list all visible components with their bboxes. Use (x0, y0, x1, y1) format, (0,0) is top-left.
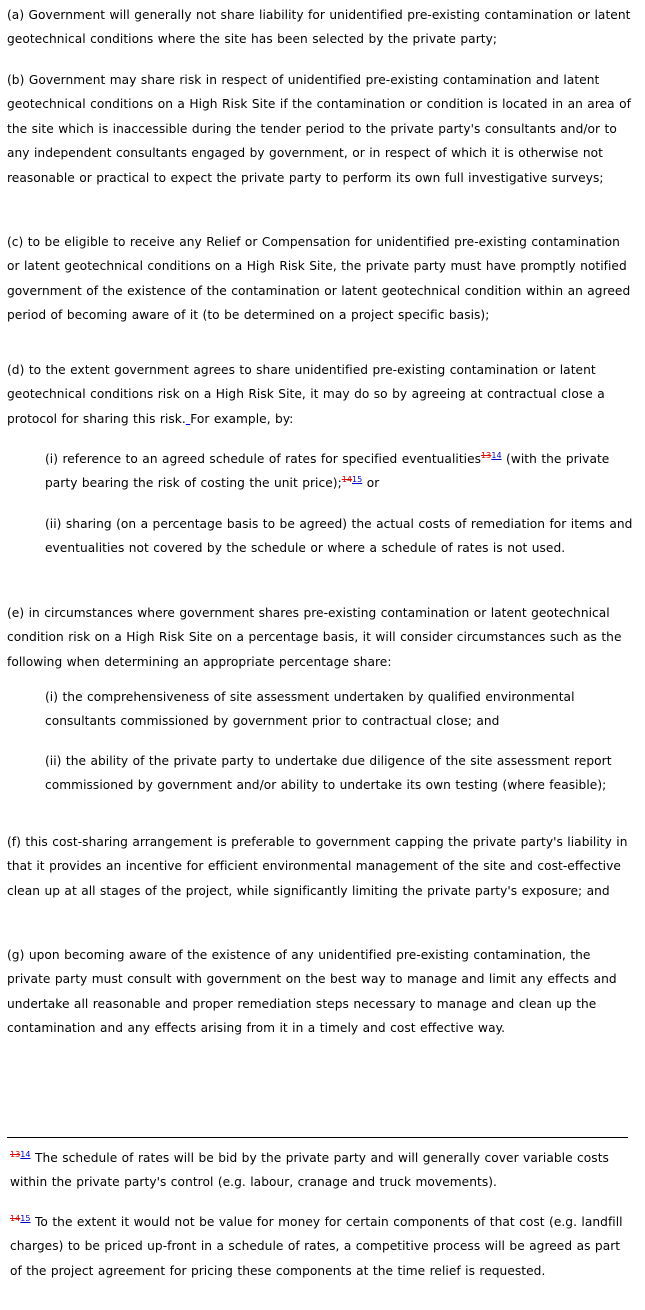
footnote-text: The schedule of rates will be bid by the private party and will generally cover variable costs within the private party's control (e.g. labour, cranage and truck movements). (10, 1151, 609, 1190)
paragraph-d-text-end: For example, by: (190, 411, 294, 426)
paragraph-b: (b) Government may share risk in respect of unidentified pre-existing contamination and latent geotechnical conditions on a High Risk Site if the contamination or condition is located in an area of the site which is inaccessible during the tender period to the private party's consultants and/or to any independent consultants engaged by government, or in respect of which it is otherwise not reasonable or practical to expect the private party to perform its own full investigative surveys; (7, 73, 631, 185)
footnote-number-deleted: 13 (10, 1150, 21, 1159)
footnote-number-link[interactable]: 15 (20, 1214, 31, 1223)
footnote-15 (10, 1210, 635, 1283)
paragraph-d-text: (d) to the extent government agrees to share unidentified pre-existing contamination or latent geotechnical conditions risk on a High Risk Site, it may do so by agreeing at contractual close a protocol for sharing this risk. (7, 363, 605, 426)
paragraph-g: (g) upon becoming aware of the existence of any unidentified pre-existing contamination, the private party must consult with government on the best way to manage and limit any effects and undertake all reasonable and proper remediation steps necessary to manage and clean up the contamination and any effects arising from it in a timely and cost effective way. (7, 948, 617, 1036)
footnote-ref-deleted: 14 (341, 475, 353, 485)
paragraph-e-ii: (ii) the ability of the private party to undertake due diligence of the site assessment report commissioned by government and/or ability to undertake its own testing (where feasible); (45, 754, 612, 793)
paragraph-e: (e) in circumstances where government shares pre-existing contamination or latent geotechnical condition risk on a High Risk Site on a percentage basis, it will consider circumstances such as the following when determining an appropriate percentage share: (7, 606, 622, 669)
footnote-separator (7, 1137, 628, 1138)
paragraph-d-i-text-mid: (with the private party bearing the risk of costing the unit price); (45, 452, 610, 491)
paragraph-d (7, 358, 632, 431)
footnote-number-link[interactable]: 14 (20, 1150, 31, 1159)
footnote-ref-deleted: 13 (481, 451, 492, 460)
paragraph-d-ii: (ii) sharing (on a percentage basis to be agreed) the actual costs of remediation for items and eventualities not covered by the schedule or where a schedule of rates is not used. (45, 517, 633, 556)
footnote-ref-link[interactable]: 15 (352, 475, 363, 485)
paragraph-f: (f) this cost-sharing arrangement is preferable to government capping the private party's liability in that it provides an incentive for efficient environmental management of the site and cost-effective clean up at all stages of the project, while significantly limiting the private party's exposure; and (7, 835, 628, 898)
paragraph-d-i-text-end: or (362, 476, 380, 491)
footnote-14 (10, 1146, 635, 1195)
footnote-ref-link[interactable]: 14 (491, 451, 502, 460)
footnote-number-deleted: 14 (10, 1214, 21, 1223)
paragraph-a: (a) Government will generally not share liability for unidentified pre-existing contamination or latent geotechnical conditions where the site has been selected by the private party; (7, 8, 631, 47)
paragraph-d-i (45, 447, 635, 496)
paragraph-d-i-text: (i) reference to an agreed schedule of rates for specified eventualities (45, 452, 482, 466)
paragraph-c: (c) to be eligible to receive any Relief or Compensation for unidentified pre-existing contamination or latent geotechnical conditions on a High Risk Site, the private party must have promptly notified government of the existence of the contamination or latent geotechnical condition within an agreed period of becoming aware of it (to be determined on a project specific basis); (7, 235, 631, 323)
footnote-text: To the extent it would not be value for money for certain components of that cost (e.g. landfill charges) to be priced up-front in a schedule of rates, a competitive process will be agreed as part of the project agreement for pricing these components at the time relief is requested. (10, 1215, 623, 1278)
paragraph-e-i: (i) the comprehensiveness of site assessment undertaken by qualified environmental consultants commissioned by government prior to contractual close; and (45, 690, 575, 729)
